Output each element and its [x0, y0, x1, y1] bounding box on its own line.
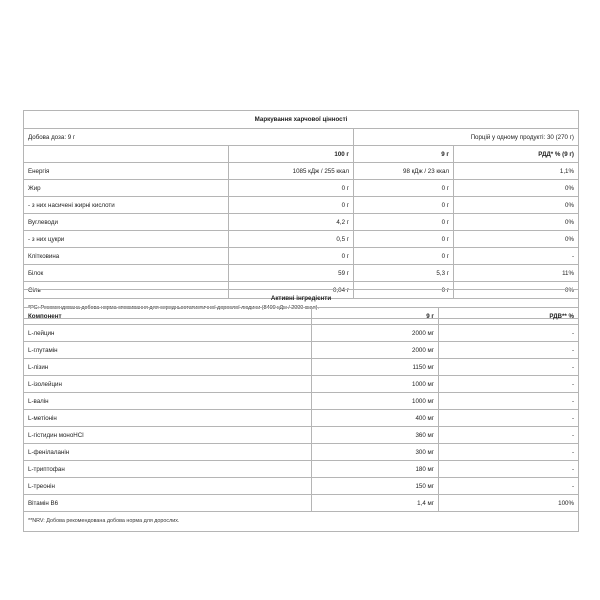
ingredient-name: Вітамін В6: [24, 495, 312, 512]
nutrient-per-100g: 0,04 г: [229, 282, 354, 299]
ingredient-amount: 1000 мг: [312, 376, 439, 393]
ingredient-rdv: -: [439, 427, 579, 444]
ingredient-name: L-треонін: [24, 478, 312, 495]
nutrient-rdd: 11%: [454, 265, 579, 282]
ingredient-rdv: -: [439, 325, 579, 342]
ingredient-rdv: -: [439, 444, 579, 461]
nutrition-title: Маркування харчової цінності: [24, 111, 579, 129]
nutrient-per-9g: 98 кДж / 23 ккал: [354, 163, 454, 180]
ingredient-row: [24, 376, 579, 393]
nutrition-row: [24, 265, 579, 282]
ingredients-title: Активні інгредієнти: [24, 290, 579, 308]
nutrition-row: [24, 197, 579, 214]
daily-dose-label: Добова доза: 9 г: [24, 129, 354, 146]
ingredient-name: L-фенілаланін: [24, 444, 312, 461]
ingredient-rdv: -: [439, 359, 579, 376]
ingredient-rdv: -: [439, 342, 579, 359]
ingredient-row: [24, 444, 579, 461]
nutrient-per-9g: 5,3 г: [354, 265, 454, 282]
ingredient-rdv: -: [439, 461, 579, 478]
ingredient-amount: 300 мг: [312, 444, 439, 461]
nutrient-name: Білок: [24, 265, 229, 282]
ingredient-name: L-ізолейцин: [24, 376, 312, 393]
nutrient-name: Вуглеводи: [24, 214, 229, 231]
ingredient-amount: 180 мг: [312, 461, 439, 478]
ingredient-name: L-триптофан: [24, 461, 312, 478]
nutrient-name: - з них насичені жирні кислоти: [24, 197, 229, 214]
ingredient-row: [24, 342, 579, 359]
ingredient-name: L-метіонін: [24, 410, 312, 427]
nutrient-per-100g: 0 г: [229, 248, 354, 265]
ingredient-row: [24, 325, 579, 342]
nutrient-rdd: 0%: [454, 214, 579, 231]
ingredient-row: [24, 393, 579, 410]
nutrition-row: [24, 163, 579, 180]
ingredient-amount: 1000 мг: [312, 393, 439, 410]
nutrition-header-9g: 9 г: [354, 146, 454, 163]
nutrient-per-9g: 0 г: [354, 282, 454, 299]
nutrient-rdd: 0%: [454, 282, 579, 299]
nutrient-rdd: 0%: [454, 231, 579, 248]
nutrition-header-100g: 100 г: [229, 146, 354, 163]
ingredient-amount: 1150 мг: [312, 359, 439, 376]
nutrition-header-blank: [24, 146, 229, 163]
nutrient-per-100g: 0 г: [229, 180, 354, 197]
nutrient-per-100g: 1085 кДж / 255 ккал: [229, 163, 354, 180]
nutrient-per-9g: 0 г: [354, 248, 454, 265]
ingredient-row: [24, 359, 579, 376]
ingredient-name: L-лізин: [24, 359, 312, 376]
nutrition-footnote: *РС: Рекомендована добова норма споживання для середньостатистичної дорослої людини (8400 кДж / 2000 ккал).: [24, 299, 579, 319]
nutrient-name: Енергія: [24, 163, 229, 180]
nutrition-header-rdd: РДД* % (9 г): [454, 146, 579, 163]
nutrition-table: [23, 110, 579, 319]
nutrient-rdd: 1,1%: [454, 163, 579, 180]
ingredient-amount: 360 мг: [312, 427, 439, 444]
ingredient-amount: 2000 мг: [312, 325, 439, 342]
ingredient-row: [24, 478, 579, 495]
nutrient-per-9g: 0 г: [354, 214, 454, 231]
nutrient-per-100g: 0,5 г: [229, 231, 354, 248]
ingredients-footnote: **NRV: Добова рекомендована добова норма для дорослих.: [24, 512, 579, 532]
ingredient-amount: 150 мг: [312, 478, 439, 495]
ingredient-row: [24, 427, 579, 444]
ingredient-row: [24, 410, 579, 427]
nutrition-row: [24, 248, 579, 265]
nutrition-row: [24, 180, 579, 197]
ingredient-name: L-гістидин моноНСl: [24, 427, 312, 444]
nutrient-rdd: 0%: [454, 180, 579, 197]
ingredient-rdv: -: [439, 393, 579, 410]
ingredient-name: L-глутамін: [24, 342, 312, 359]
ingredients-header-rdv: РДВ** %: [439, 308, 579, 325]
nutrient-per-9g: 0 г: [354, 180, 454, 197]
nutrient-name: Сіль: [24, 282, 229, 299]
nutrient-per-9g: 0 г: [354, 197, 454, 214]
nutrient-name: Жир: [24, 180, 229, 197]
nutrient-rdd: 0%: [454, 197, 579, 214]
ingredient-amount: 400 мг: [312, 410, 439, 427]
ingredient-rdv: -: [439, 478, 579, 495]
ingredient-row: [24, 461, 579, 478]
nutrient-name: - з них цукри: [24, 231, 229, 248]
ingredients-header-amount: 9 г: [312, 308, 439, 325]
nutrient-per-100g: 59 г: [229, 265, 354, 282]
ingredients-header-component: Компонент: [24, 308, 312, 325]
nutrition-row: [24, 214, 579, 231]
portions-label: Порцій у одному продукті: 30 (270 г): [354, 129, 579, 146]
nutrient-per-9g: 0 г: [354, 231, 454, 248]
ingredient-row: [24, 495, 579, 512]
nutrient-per-100g: 4,2 г: [229, 214, 354, 231]
ingredient-rdv: 100%: [439, 495, 579, 512]
ingredient-rdv: -: [439, 376, 579, 393]
nutrient-rdd: -: [454, 248, 579, 265]
ingredient-rdv: -: [439, 410, 579, 427]
ingredients-table: [23, 289, 579, 532]
nutrition-row: [24, 231, 579, 248]
ingredient-name: L-лейцин: [24, 325, 312, 342]
ingredient-amount: 1,4 мг: [312, 495, 439, 512]
ingredient-name: L-валін: [24, 393, 312, 410]
nutrient-per-100g: 0 г: [229, 197, 354, 214]
ingredient-amount: 2000 мг: [312, 342, 439, 359]
nutrient-name: Клітковина: [24, 248, 229, 265]
